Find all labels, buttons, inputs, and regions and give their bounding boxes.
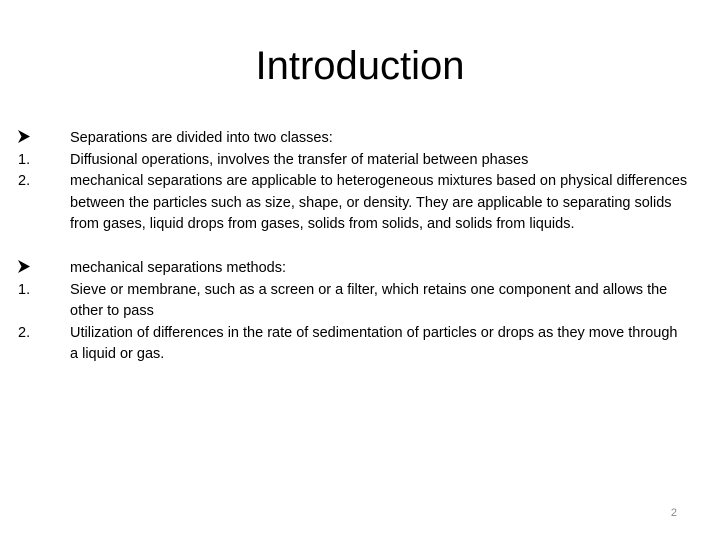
section1-list-item	[18, 171, 688, 236]
list-number: 2.	[18, 324, 31, 341]
section2-heading-item	[18, 258, 688, 280]
arrow-bullet-icon	[18, 128, 70, 150]
list-item-text: Sieve or membrane, such as a screen or a filter, which retains one component and allows the other to pass	[70, 281, 668, 320]
arrow-bullet-icon-svg	[18, 130, 30, 143]
slide-content	[18, 128, 688, 366]
section2-list-item	[18, 323, 688, 366]
section1-heading-item	[18, 128, 688, 150]
list-number: 1.	[18, 281, 31, 298]
list-number: 2.	[18, 173, 31, 190]
list-item-text: Utilization of differences in the rate of sedimentation of particles or drops as they move through a liquid or gas.	[70, 324, 678, 363]
section1-heading: Separations are divided into two classes:	[70, 130, 333, 146]
section2-heading: mechanical separations methods:	[70, 259, 287, 276]
arrow-bullet-icon	[18, 258, 70, 280]
list-number: 1.	[18, 151, 31, 168]
list-item-text: Diffusional operations, involves the transfer of material between phases	[70, 151, 529, 168]
section2-list-item	[18, 280, 688, 323]
list-item-text: mechanical separations are applicable to heterogeneous mixtures based on physical differences between the particles such as size, shape, or density. They are applicable to separating solids from gases, liquid drops from gases, solids from solids, and solids from liquids.	[70, 173, 688, 233]
slide-title: Introduction	[255, 44, 465, 88]
arrow-bullet-icon-svg	[18, 260, 30, 273]
section1-list-item	[18, 150, 688, 172]
page-number: 2	[670, 507, 677, 519]
section-spacer	[18, 236, 688, 258]
